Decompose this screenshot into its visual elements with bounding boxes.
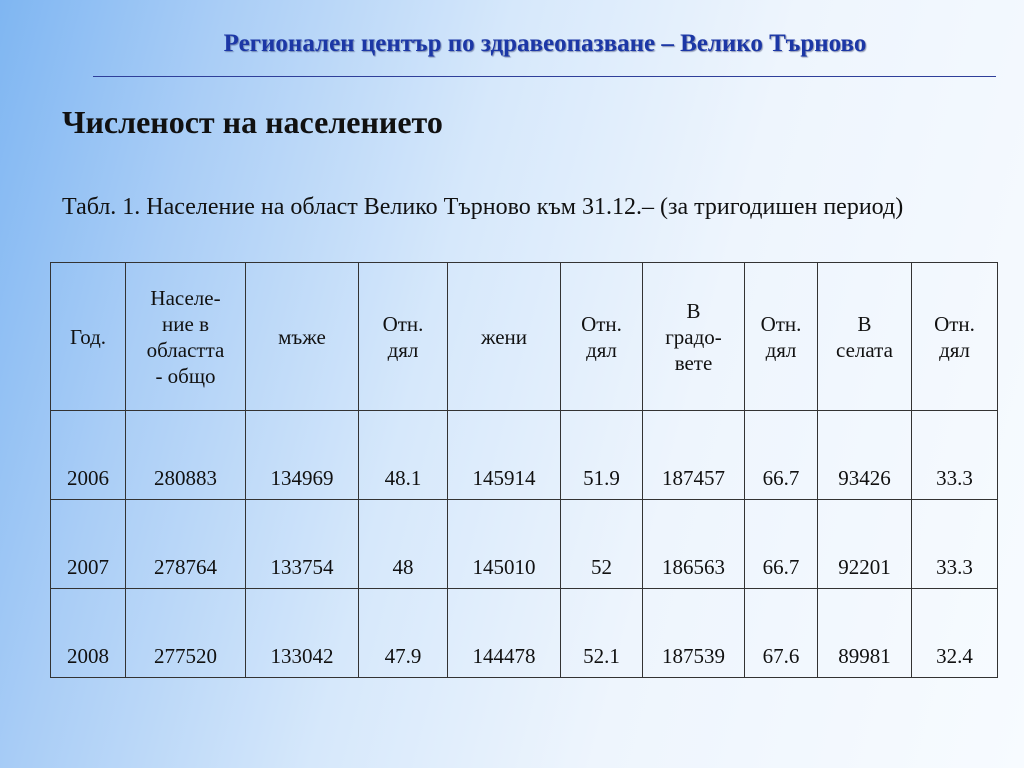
section-title: Численост на населението <box>62 104 443 140</box>
table-cell: 145010 <box>448 500 561 589</box>
table-cell: 33.3 <box>912 411 998 500</box>
column-header-year: Год. <box>51 263 126 411</box>
table-cell: 134969 <box>246 411 359 500</box>
table-row <box>51 411 998 500</box>
column-header-women: жени <box>448 263 561 411</box>
table-cell: 187457 <box>643 411 745 500</box>
column-header-towns-share: Отн. дял <box>745 263 818 411</box>
table-cell: 67.6 <box>745 589 818 678</box>
table-cell: 47.9 <box>359 589 448 678</box>
column-header-villages: В селата <box>818 263 912 411</box>
organization-title: Регионален център по здравеопазване – Велико Търново <box>223 30 867 57</box>
column-header-total-population: Населе- ние в областта - общо <box>126 263 246 411</box>
table-cell: 66.7 <box>745 411 818 500</box>
column-header-villages-share: Отн. дял <box>912 263 998 411</box>
table-cell: 51.9 <box>561 411 643 500</box>
table-cell: 93426 <box>818 411 912 500</box>
table-cell: 145914 <box>448 411 561 500</box>
table-cell: 66.7 <box>745 500 818 589</box>
table-row <box>51 589 998 678</box>
column-header-men: мъже <box>246 263 359 411</box>
table-row <box>51 500 998 589</box>
table-cell: 32.4 <box>912 589 998 678</box>
table-cell: 278764 <box>126 500 246 589</box>
table-cell: 277520 <box>126 589 246 678</box>
column-header-women-share: Отн. дял <box>561 263 643 411</box>
table-cell: 133042 <box>246 589 359 678</box>
table-cell: 48 <box>359 500 448 589</box>
table-cell: 2008 <box>51 589 126 678</box>
table-cell: 133754 <box>246 500 359 589</box>
population-table <box>50 262 998 678</box>
table-caption: Табл. 1. Население на област Велико Търново към 31.12.– (за тригодишен период) <box>62 194 904 220</box>
table-cell: 89981 <box>818 589 912 678</box>
table-cell: 33.3 <box>912 500 998 589</box>
column-header-men-share: Отн. дял <box>359 263 448 411</box>
table-cell: 52.1 <box>561 589 643 678</box>
header-divider <box>93 76 996 77</box>
table-cell: 48.1 <box>359 411 448 500</box>
table-cell: 52 <box>561 500 643 589</box>
table-cell: 92201 <box>818 500 912 589</box>
table-cell: 186563 <box>643 500 745 589</box>
table-cell: 280883 <box>126 411 246 500</box>
column-header-towns: В градо- вете <box>643 263 745 411</box>
table-cell: 187539 <box>643 589 745 678</box>
table-cell: 144478 <box>448 589 561 678</box>
table-header-row <box>51 263 998 411</box>
table-cell: 2007 <box>51 500 126 589</box>
table-cell: 2006 <box>51 411 126 500</box>
